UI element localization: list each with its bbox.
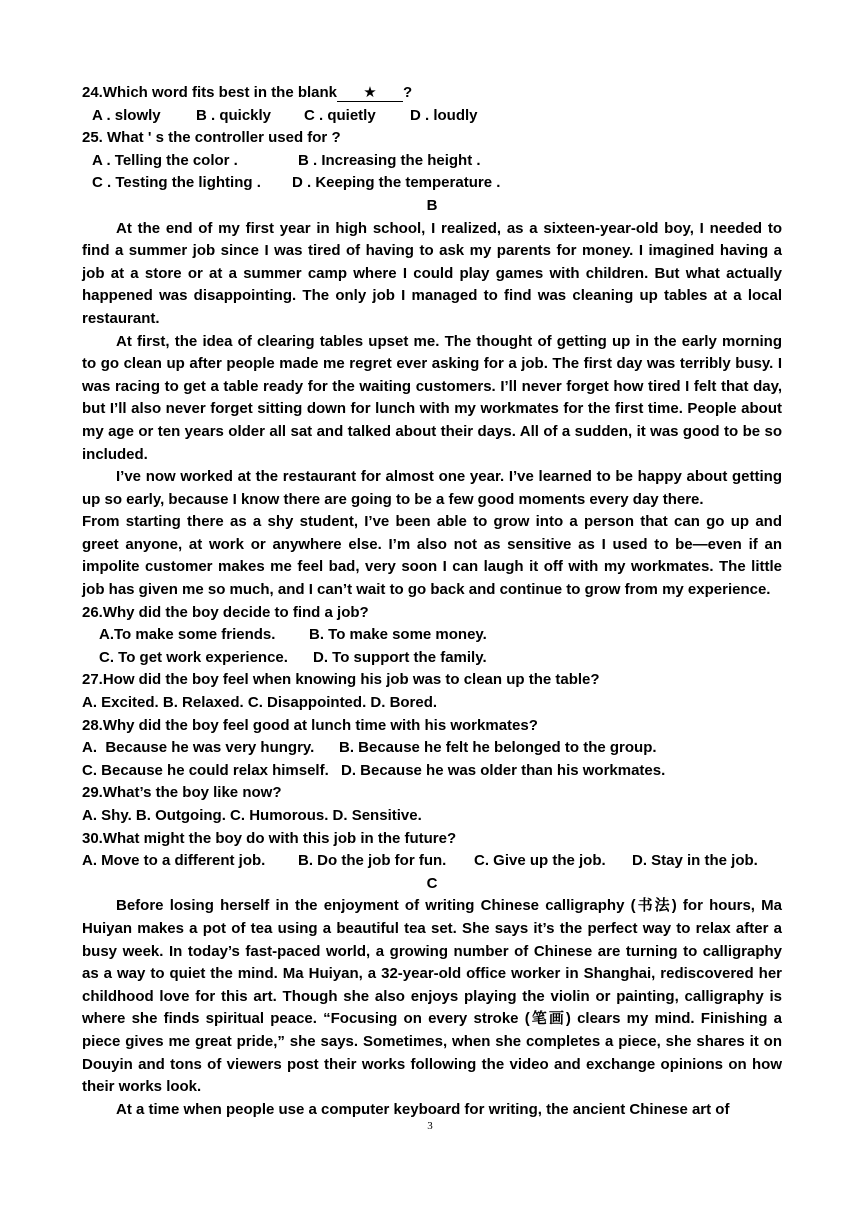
question-27: 27.How did the boy feel when knowing his job was to clean up the table?: [82, 671, 600, 689]
question-28-options-row2: [82, 760, 782, 783]
option-c: C . quietly: [304, 106, 376, 124]
option-d: D. Because he was older than his workmates.: [341, 761, 666, 779]
option-b: B . Increasing the height .: [298, 151, 481, 169]
option-c: C. To get work experience.: [99, 648, 288, 666]
option-d: D. To support the family.: [313, 648, 487, 666]
option-d: D. Stay in the job.: [632, 852, 758, 870]
page-number: 3: [427, 1120, 433, 1132]
option-b: B . quickly: [196, 106, 272, 124]
question-26-options-row1: [82, 624, 782, 647]
star-icon: ★: [363, 84, 377, 101]
question-24: 24.Which word fits best in the blank ★ ?: [82, 84, 413, 101]
passage-b-paragraph-3: I’ve now worked at the restaurant for almost one year. I’ve learned to be happy about getting up so early, because I know there are going to be a few good moments every day there.: [82, 468, 782, 508]
exam-page: [82, 82, 782, 1121]
option-a: A . Telling the color .: [92, 151, 238, 169]
question-27-options: A. Excited. B. Relaxed. C. Disappointed. D. Bored.: [82, 694, 438, 712]
option-a: A. Move to a different job.: [82, 852, 266, 870]
question-26: 26.Why did the boy decide to find a job?: [82, 603, 369, 621]
passage-c-paragraph-2: At a time when people use a computer keyboard for writing, the ancient Chinese art of: [116, 1100, 730, 1118]
question-30-options: [82, 850, 782, 873]
option-d: D . Keeping the temperature .: [292, 174, 501, 192]
option-c: C. Because he could relax himself.: [82, 761, 329, 779]
option-d: D . loudly: [410, 106, 478, 124]
option-c: C . Testing the lighting .: [92, 174, 261, 192]
answer-blank: [337, 85, 403, 102]
question-25-options-row1: [82, 150, 782, 173]
question-30: 30.What might the boy do with this job in the future?: [82, 829, 457, 847]
passage-b-paragraph-4: From starting there as a shy student, I’ve been able to grow into a person that can go up and greet anyone, at work or anywhere else. I’m also not as sensitive as I used to be—even if an impolite customer makes me feel bad, very soon I can laugh it off with my workmates. The little job has given me so much, and I can’t wait to go back and continue to grow from my experience.: [82, 513, 782, 599]
passage-b-paragraph-2: At first, the idea of clearing tables upset me. The thought of getting up in the early morning to go clean up after people made me regret ever asking for a job. The first day was terribly busy. I was racing to get a table ready for the waiting customers. I’ll never forget how tired I felt that day, but I’ll also never forget sitting down for lunch with my workmates for the first time. People about my age or ten years older all sat and talked about their days. All of a sudden, it was good to be so included.: [82, 332, 782, 463]
question-29-options: A. Shy. B. Outgoing. C. Humorous. D. Sensitive.: [82, 807, 422, 824]
question-28-options-row1: [82, 737, 782, 760]
option-a: A. Because he was very hungry.: [82, 739, 315, 757]
passage-c-paragraph-1: Before losing herself in the enjoyment of writing Chinese calligraphy (书法) for hours, Ma Huiyan makes a pot of tea using a beautiful tea set. She says it’s the perfect way to relax after a busy week. In today’s fast-paced world, a growing number of Chinese are turning to calligraphy as a way to quiet the mind. Ma Huiyan, a 32-year-old office worker in Shanghai, rediscovered her childhood love for this art. Though she also enjoys playing the violin or painting, calligraphy is where she finds spiritual peace. “Focusing on every stroke (笔画) clears my mind. Finishing a piece gives me great pride,” she says. Sometimes, when she completes a piece, she shares it on Douyin and tons of viewers post their works following the video and exchange opinions on how their works look.: [82, 897, 782, 1096]
question-24-options: [82, 105, 782, 128]
section-heading-b: B: [426, 196, 438, 214]
option-b: B. Do the job for fun.: [298, 852, 447, 870]
option-b: B. Because he felt he belonged to the group.: [339, 739, 657, 757]
question-25-options-row2: [82, 172, 782, 195]
question-28: 28.Why did the boy feel good at lunch time with his workmates?: [82, 716, 538, 734]
option-a: A . slowly: [92, 106, 161, 124]
section-heading-c: C: [426, 874, 438, 892]
passage-b-paragraph-1: At the end of my first year in high school, I realized, as a sixteen-year-old boy, I needed to find a summer job since I was tired of having to ask my parents for money. I imagined having a job at a store or at a summer camp where I could play games with children. But what actually happened was disappointing. The only job I managed to find was cleaning up tables at a local restaurant.: [82, 219, 782, 327]
option-b: B. To make some money.: [309, 626, 487, 644]
question-25: 25. What ' s the controller used for ?: [82, 129, 341, 147]
question-29: 29.What’s the boy like now?: [82, 784, 282, 802]
option-c: C. Give up the job.: [474, 852, 606, 870]
question-26-options-row2: [82, 647, 782, 670]
option-a: A.To make some friends.: [99, 626, 276, 644]
